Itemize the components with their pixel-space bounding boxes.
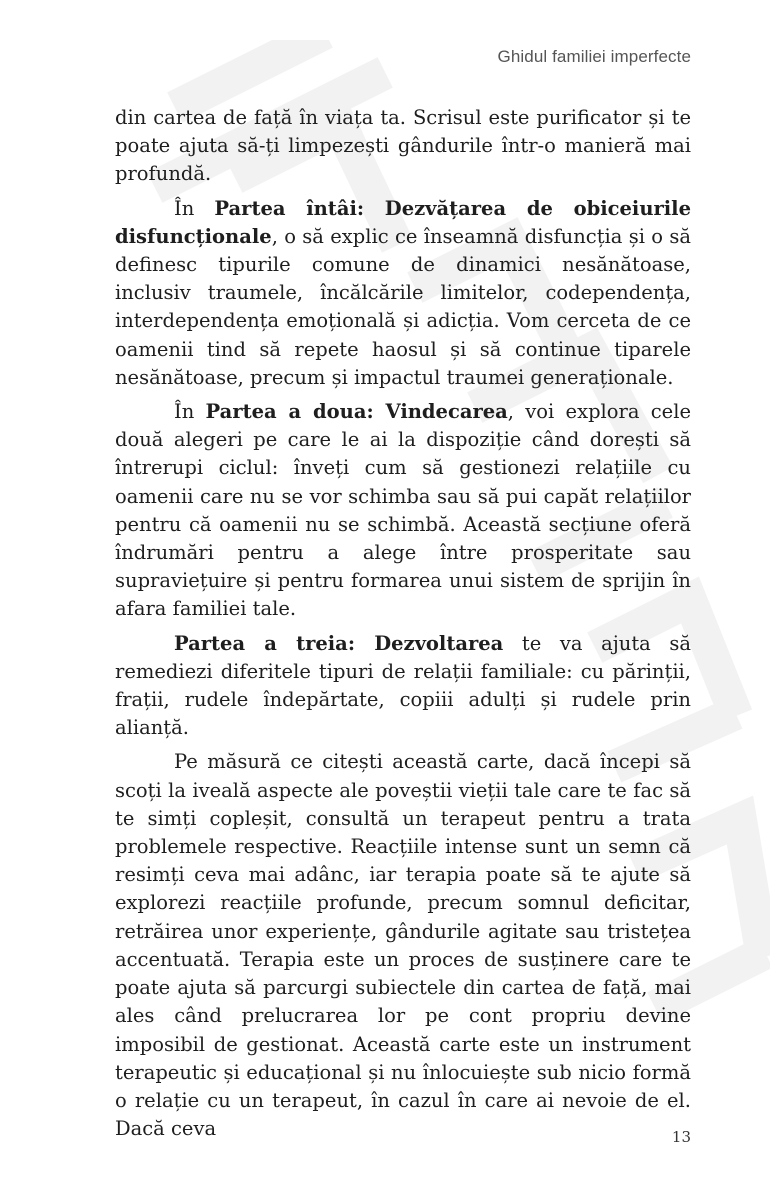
paragraph-2-body: , o să explic ce înseamnă disfuncția și o să definesc tipurile comune de dinamici nesănătoase, inclusiv traumele, încălcările limitelor, codependența, interdependența emoțională și adicția. Vom cerceta de ce oamenii tind să repete haosul și să continue tiparele nesănătoase, precum și impactul traumei generaționale.	[115, 224, 691, 389]
paragraph-2-heading: Partea întâi: Dezvățarea de obiceiurile disfuncționale	[115, 196, 691, 248]
paragraph-1: din cartea de față în viața ta. Scrisul este purificator și te poate ajuta să-ți limpezești gândurile într-o manieră mai profundă.	[115, 106, 691, 186]
book-text	[115, 104, 691, 1149]
paragraph-3	[115, 398, 691, 624]
paragraph-4-heading: Partea a treia: Dezvoltarea	[174, 631, 504, 655]
paragraph-3-body: , voi explora cele două alegeri pe care le ai la dispoziție când dorești să întrerupi ciclul: înveți cum să gestionezi relațiile cu oamenii care nu se vor schimba sau să pui capăt relațiilor pentru că oamenii nu se schimbă. Această secțiune oferă îndrumări pentru a alege între prosperitate sau supraviețuire și pentru formarea unui sistem de sprijin în afara familiei tale.	[115, 400, 691, 621]
page-number: 13	[671, 1128, 691, 1146]
paragraph-2	[115, 195, 691, 392]
paragraph-4	[115, 630, 691, 743]
paragraph-4-body: te va ajuta să remediezi diferitele tipuri de relații familiale: cu părinții, frații, rudele îndepărtate, copiii adulți și rudele prin alianță.	[115, 631, 691, 740]
paragraph-3-heading: Partea a doua: Vindecarea	[205, 400, 508, 424]
paragraph-3-start: În	[174, 400, 206, 424]
running-head-title: Ghidul familiei imperfecte	[497, 47, 691, 66]
paragraph-2-start: În	[174, 196, 215, 220]
paragraph-5: Pe măsură ce citești această carte, dacă începi să scoți la iveală aspecte ale poveștii vieții tale care te fac să te simți copleșit, consultă un terapeut pentru a trata problemele respective. Reacțiile intense sunt un semn că resimți ceva mai adânc, iar terapia poate să te ajute să explorezi reacțiile profunde, precum somnul deficitar, retrăirea unor experiențe, gândurile agitate sau tristețea accentuată. Terapia este un proces de susținere care te poate ajuta să parcurgi subiectele din cartea de față, mai ales când prelucrarea lor pe cont propriu devine imposibil de gestionat. Această carte este un instrument terapeutic și educațional și nu înlocuiește sub nicio formă o relație cu un terapeut, în cazul în care ai nevoie de el. Dacă ceva	[115, 750, 691, 1141]
